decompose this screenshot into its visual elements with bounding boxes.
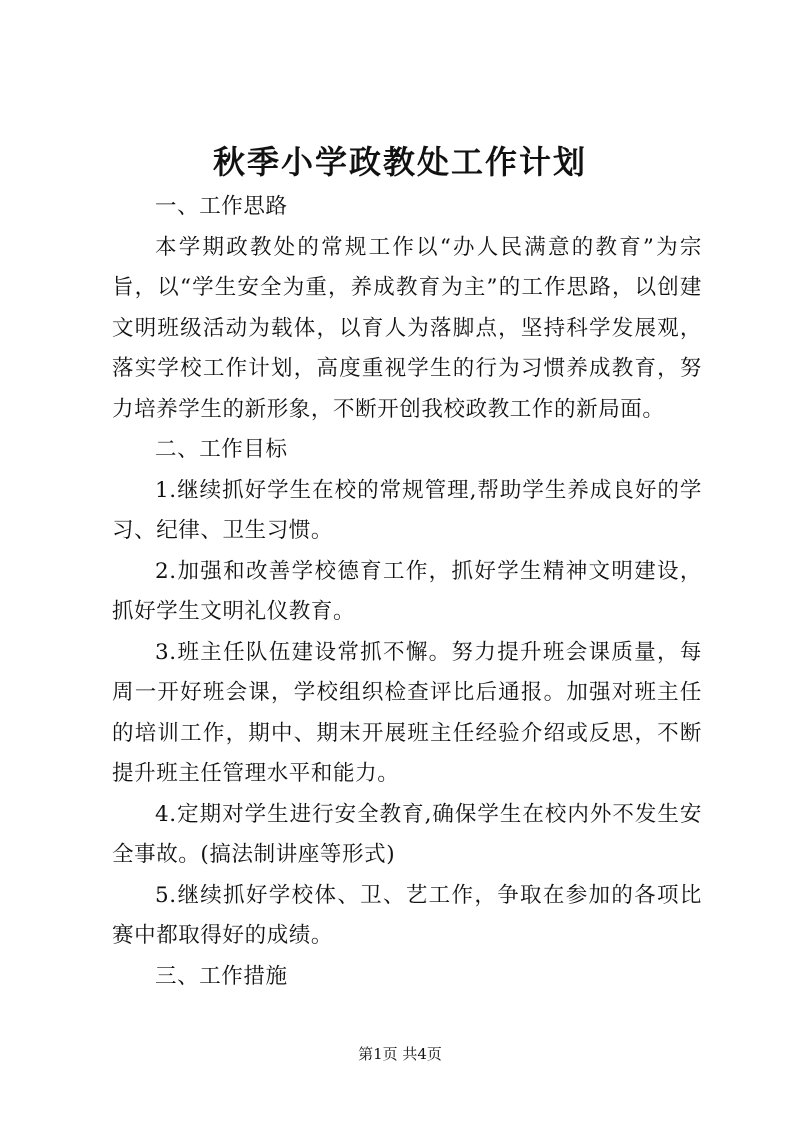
goal-item-5: 5.继续抓好学校体、卫、艺工作，争取在参加的各项比赛中都取得好的成绩。 <box>112 882 702 948</box>
goal-item-3: 3.班主任队伍建设常抓不懈。努力提升班会课质量，每周一开好班会课，学校组织检查评比后通报。加强对班主任的培训工作，期中、期末开展班主任经验介绍或反思，不断提升班主任管理水平和能力。 <box>112 639 702 786</box>
goal-item-4: 4.定期对学生进行安全教育,确保学生在校内外不发生安全事故。(搞法制讲座等形式) <box>112 801 702 867</box>
page-footer: 第1页 共4页 <box>358 1045 442 1063</box>
goal-item-1: 1.继续抓好学生在校的常规管理,帮助学生养成良好的学习、纪律、卫生习惯。 <box>112 477 702 543</box>
paragraph-work-idea: 本学期政教处的常规工作以“办人民满意的教育”为宗旨，以“学生安全为重，养成教育为主”的工作思路，以创建文明班级活动为载体，以育人为落脚点，坚持科学发展观，落实学校工作计划，高度重视学生的行为习惯养成教育，努力培养学生的新形象，不断开创我校政教工作的新局面。 <box>112 234 702 422</box>
document-body <box>112 187 702 997</box>
section-heading-2: 二、工作目标 <box>155 437 288 462</box>
document-title: 秋季小学政教处工作计划 <box>212 143 587 181</box>
section-heading-3: 三、工作措施 <box>155 963 288 989</box>
section-heading-1: 一、工作思路 <box>155 194 288 219</box>
goal-item-2: 2.加强和改善学校德育工作，抓好学生精神文明建设，抓好学生文明礼仪教育。 <box>112 558 702 624</box>
